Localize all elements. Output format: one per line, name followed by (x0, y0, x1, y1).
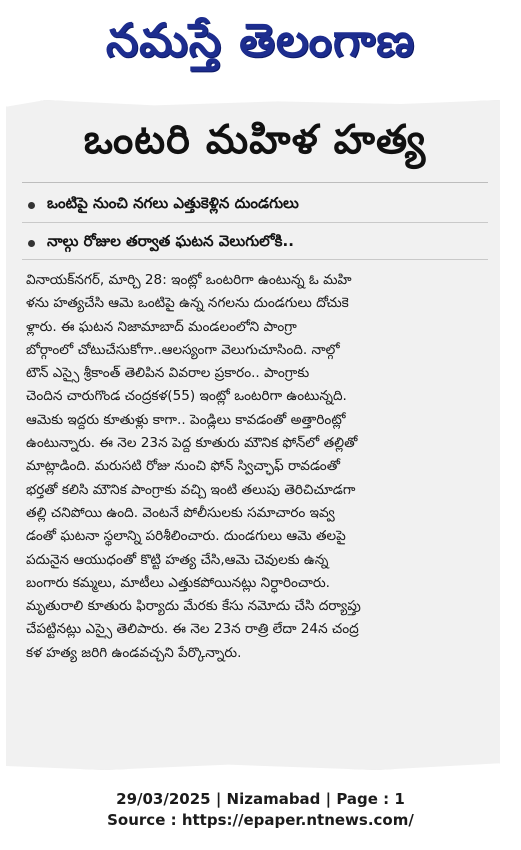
source-link[interactable]: Source : https://epaper.ntnews.com/ (107, 811, 414, 829)
bullet-icon (28, 240, 35, 247)
edition-info: 29/03/2025 | Nizamabad | Page : 1 (116, 790, 405, 808)
subheading-2-text: నాల్గు రోజుల తర్వాత ఘటన వెలుగులోకి.. (47, 232, 294, 250)
bullet-icon (28, 202, 35, 209)
divider (22, 259, 488, 260)
divider (22, 222, 488, 223)
article-headline (22, 108, 488, 183)
newspaper-masthead (0, 0, 521, 92)
masthead-logo-text: నమస్తే తెలంగాణ (105, 13, 416, 67)
subheading-2 (28, 229, 484, 257)
headline-text: ఒంటరి మహిళ హత్య (83, 117, 427, 163)
article-body: వినాయక్‌నగర్, మార్చి 28: ఇంట్లో ఒంటరిగా ఉంటున్న ఓ మహి ళను హత్యచేసి ఆమె ఒంటిపై ఉన్న నగలను దుండగులు దోచుకె ళ్లారు. ఈ ఘటన నిజామాబాద్ మండలంలోని పాంగ్రా బోర్గాంలో చోటుచేసుకోగా..ఆలస్యంగా వెలుగుచూసింది. నాల్గో టౌన్ ఎస్సై శ్రీకాంత్ తెలిపిన వివరాల ప్రకారం.. పాంగ్రాకు చెందిన చారుగొండ చంద్రకళ(55) ఇంట్లో ఒంటరిగా ఉంటున్నది. ఆమెకు ఇద్దరు కూతుళ్లు కాగా.. పెండ్లిలు కావడంతో అత్తారింట్లో ఉంటున్నారు. ఈ నెల 23న పెద్ద కూతురు మౌనిక ఫోన్‌లో తల్లితో మాట్లాడింది. మరుసటి రోజు నుంచి ఫోన్ స్విచ్ఛాఫ్ రావడంతో భర్తతో కలిసి మౌనిక పాంగ్రాకు వచ్చి ఇంటి తలుపు తెరిచిచూడగా తల్లి చనిపోయి ఉంది. వెంటనే పోలీసులకు సమాచారం ఇవ్వ డంతో ఘటనా స్థలాన్ని పరిశీలించారు. దుండగులు ఆమె తలపై పదునైన ఆయుధంతో కొట్టి హత్య చేసి,ఆమె చెవులకు ఉన్న బంగారు కమ్మలు, మాటీలు ఎత్తుకపోయినట్లు నిర్ధారించారు. మృతురాలి కూతురు ఫిర్యాదు మేరకు కేసు నమోదు చేసి దర్యాప్తు చేపట్టినట్లు ఎస్సై తెలిపారు. ఈ నెల 23న రాత్రి లేదా 24న చంద్ర కళ హత్య జరిగి ఉండవచ్చని పేర్కొన్నారు. (26, 272, 361, 661)
subheading-1 (28, 191, 484, 219)
subheading-1-text: ఒంటిపై నుంచి నగలు ఎత్తుకెళ్లిన దుండగులు (47, 194, 299, 212)
